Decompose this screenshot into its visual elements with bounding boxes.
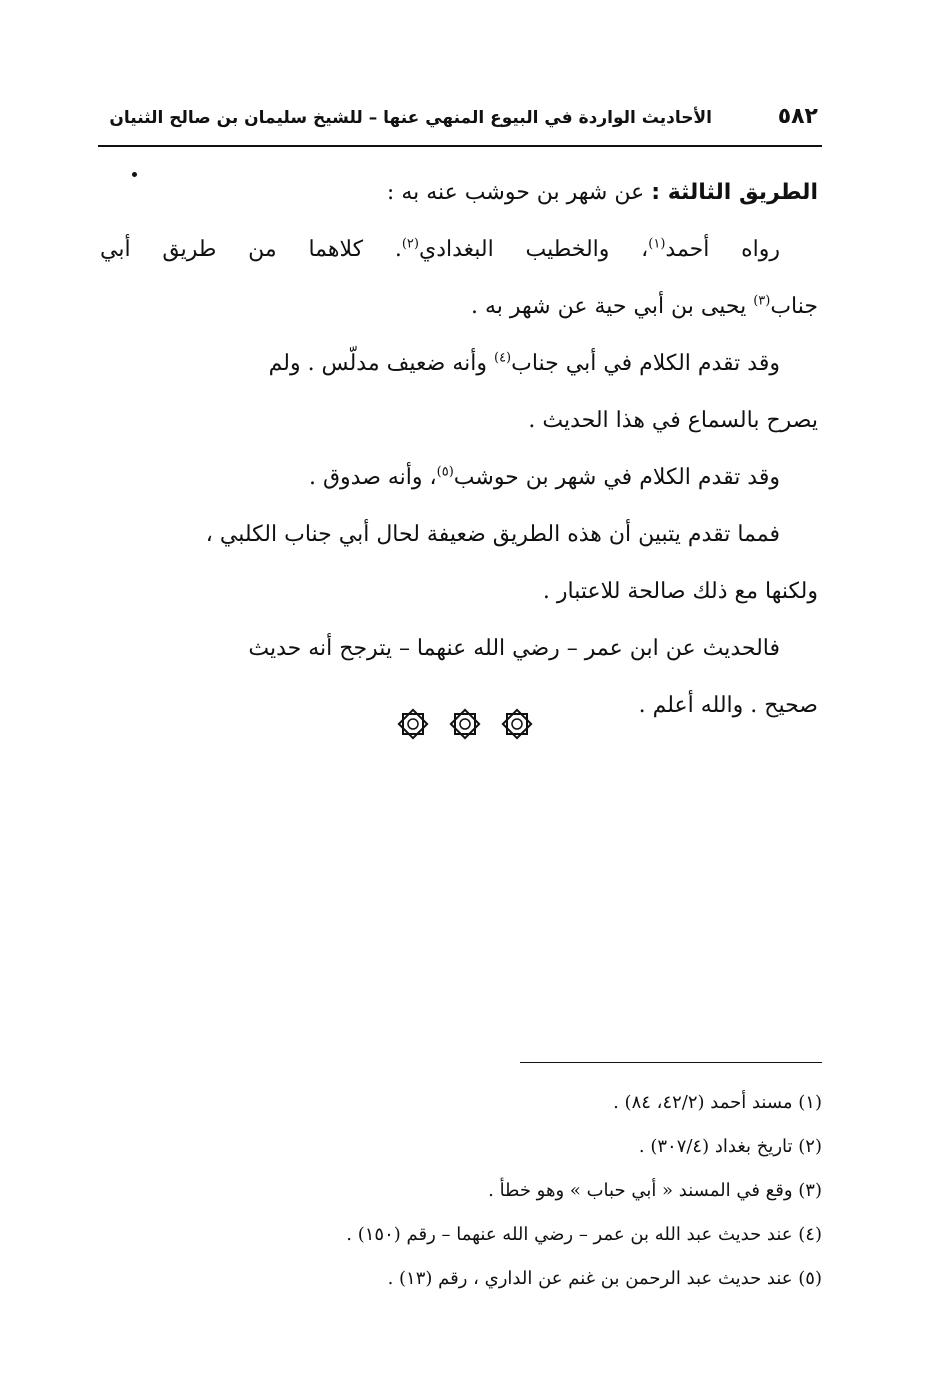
main-text — [100, 164, 818, 734]
footnote-marker: (٥) — [436, 464, 454, 480]
text-run: وقد تقدم الكلام في شهر بن حوشب — [453, 465, 780, 490]
footnote-item: (٤) عند حديث عبد الله بن عمر – رضي الله عنهما – رقم (١٥٠) . — [346, 1224, 822, 1245]
running-header — [98, 100, 820, 144]
section-heading: الطريق الثالثة : — [651, 180, 818, 205]
footnote-divider — [520, 1062, 822, 1063]
footnote-marker: (٣) — [753, 293, 771, 309]
heading-text: عن شهر بن حوشب عنه به : — [386, 180, 652, 205]
page-number: ٥٨٢ — [777, 104, 818, 129]
paragraph-line: فمما تقدم يتبين أن هذه الطريق ضعيفة لحال أبي جناب الكلبي ، — [205, 522, 780, 547]
text-run: ، وأنه صدوق . — [308, 465, 437, 490]
paragraph-line: صحيح . والله أعلم . — [638, 693, 818, 718]
paragraph-line: فالحديث عن ابن عمر – رضي الله عنهما – يترجح أنه حديث — [248, 636, 780, 661]
text-run: . كلاهما من طريق أبي — [100, 237, 402, 262]
text-run: يحيى بن أبي حية عن شهر به . — [470, 294, 754, 319]
text-run: وأنه ضعيف مدلّس . ولم — [268, 351, 494, 376]
eight-point-star-ornament-icon — [500, 707, 534, 741]
paragraph-line — [100, 335, 818, 392]
eight-point-star-ornament-icon — [396, 707, 430, 741]
footnote-marker: (٤) — [493, 350, 512, 366]
footnote-item: (٣) وقع في المسند « أبي حباب » وهو خطأ . — [488, 1180, 822, 1201]
footnote-item: (١) مسند أحمد (٤٢/٢، ٨٤) . — [613, 1092, 822, 1113]
paragraph-line — [100, 278, 818, 335]
footnote-item: (٥) عند حديث عبد الرحمن بن غنم عن الداري ، رقم (١٣) . — [387, 1268, 822, 1289]
footnote-marker: (١) — [648, 236, 666, 252]
paragraph-heading-line — [100, 164, 818, 221]
footnote-item: (٢) تاريخ بغداد (٣٠٧/٤) . — [638, 1136, 822, 1157]
text-run: جناب — [770, 294, 818, 319]
paragraph-line — [100, 221, 818, 278]
footnotes — [200, 1083, 822, 1303]
text-run: ، والخطيب البغدادي — [418, 237, 649, 262]
header-divider — [98, 145, 822, 147]
paragraph-line: يصرح بالسماع في هذا الحديث . — [528, 408, 818, 433]
text-run: وقد تقدم الكلام في أبي جناب — [511, 351, 780, 376]
text-run: رواه أحمد — [665, 237, 781, 262]
running-title: الأحاديث الواردة في البيوع المنهي عنها – للشيخ سليمان بن صالح الثنيان — [109, 108, 712, 128]
paragraph-line — [100, 449, 818, 506]
paragraph-line: ولكنها مع ذلك صالحة للاعتبار . — [542, 579, 818, 604]
eight-point-star-ornament-icon — [448, 707, 482, 741]
footnote-marker: (٢) — [401, 236, 419, 252]
section-end-ornaments — [396, 707, 536, 743]
